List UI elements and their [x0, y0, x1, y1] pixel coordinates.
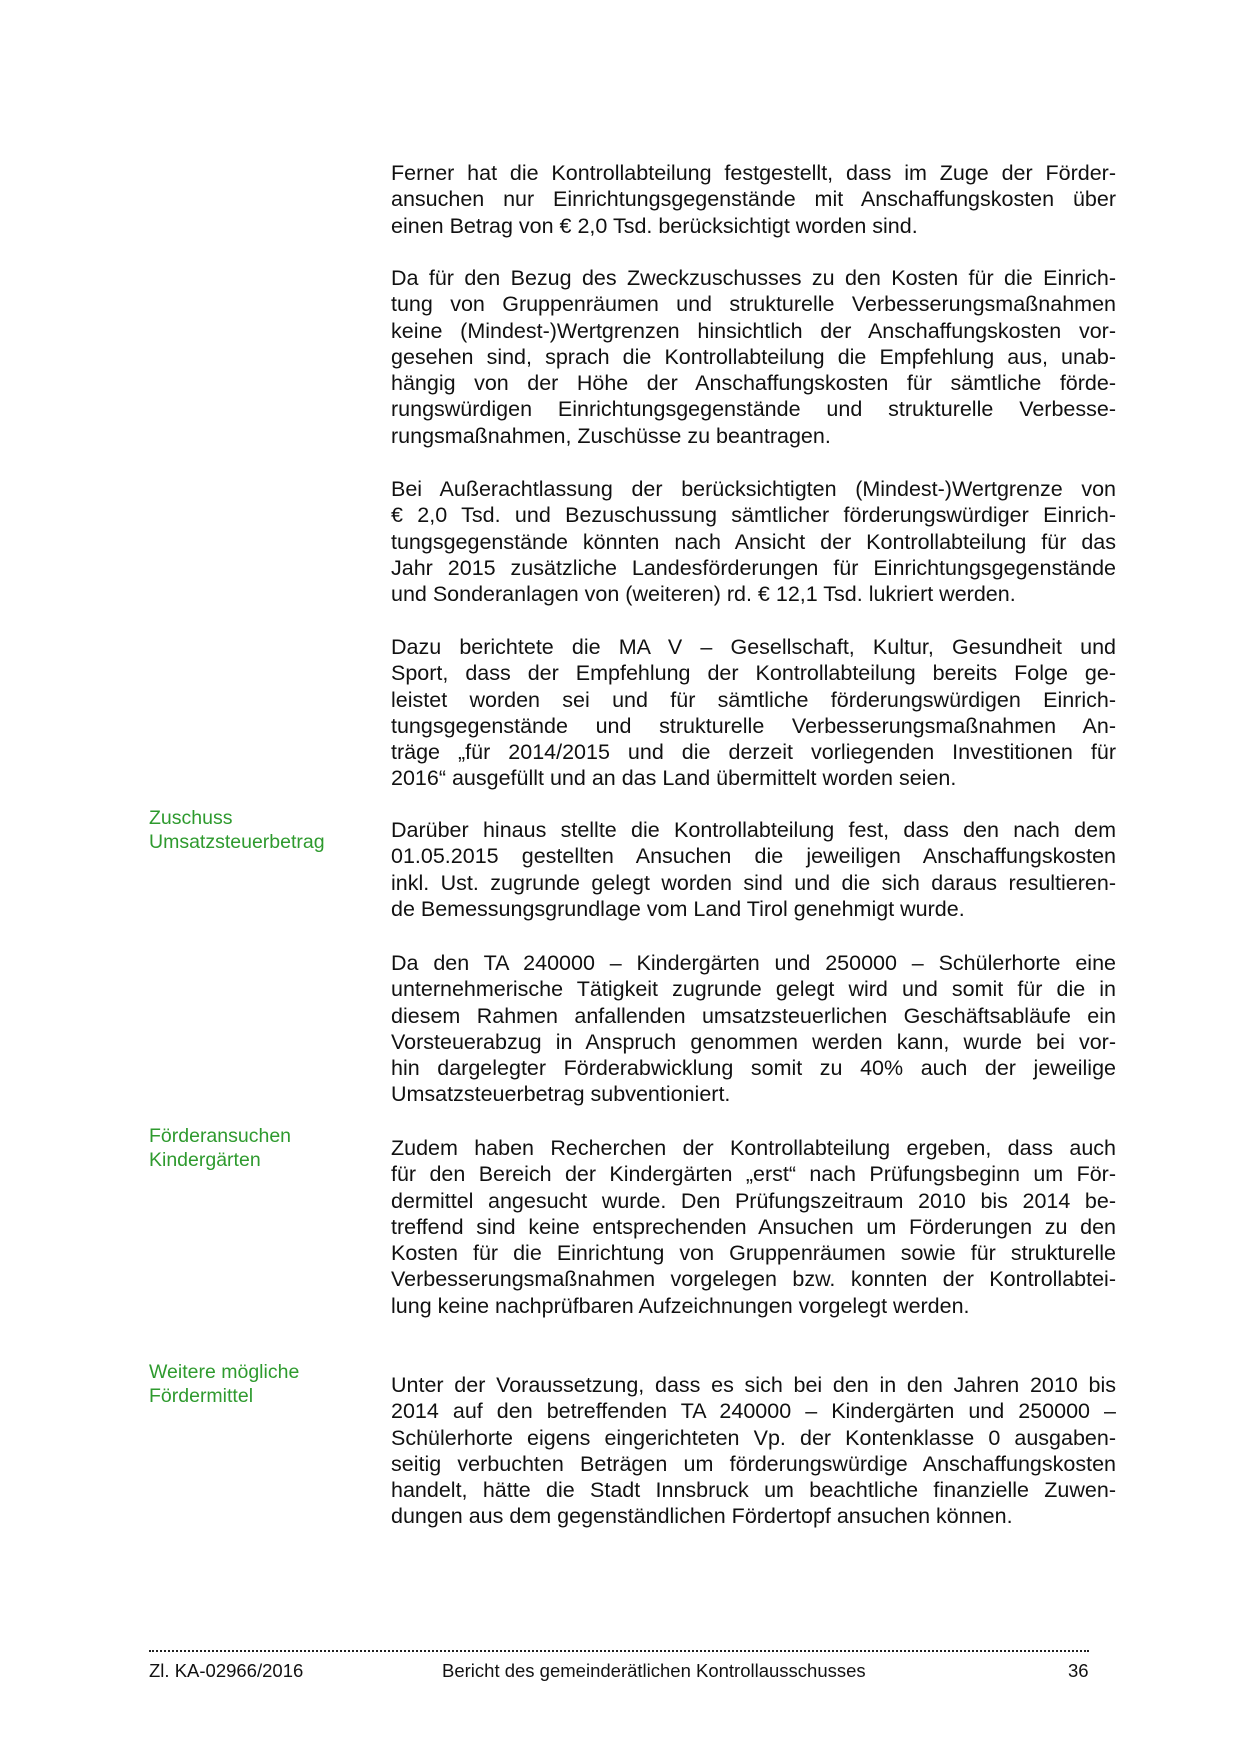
text-line: dungen aus dem gegenständlichen Fördertopf ansuchen können.	[391, 1504, 1013, 1529]
text-line: hängig von der Höhe der Anschaffungskosten für sämtliche förde-	[391, 371, 1116, 396]
text-line: Zudem haben Recherchen der Kontrollabteilung ergeben, dass auch	[391, 1136, 1116, 1160]
text-line: de Bemessungsgrundlage vom Land Tirol genehmigt wurde.	[391, 896, 965, 921]
body-paragraph	[391, 265, 1116, 449]
margin-heading	[149, 1124, 369, 1172]
margin-heading-line: Weitere mögliche	[149, 1361, 300, 1383]
text-line: rungswürdigen Einrichtungsgegenstände und strukturelle Verbesse-	[391, 397, 1116, 422]
footer-divider	[149, 1640, 1089, 1652]
text-line: Bei Außerachtlassung der berücksichtigten (Mindest-)Wertgrenze von	[391, 477, 1116, 501]
text-line: ansuchen nur Einrichtungsgegenstände mit Anschaffungskosten über	[391, 187, 1116, 212]
text-line: Schülerhorte eigens eingerichteten Vp. der Kontenklasse 0 ausgaben-	[391, 1425, 1116, 1450]
text-line: 01.05.2015 gestellten Ansuchen die jeweiligen Anschaffungskosten	[391, 844, 1116, 869]
text-line: für den Bereich der Kindergärten „erst“ nach Prüfungsbeginn um För-	[391, 1162, 1116, 1187]
text-line: Verbesserungsmaßnahmen vorgelegen bzw. konnten der Kontrollabtei-	[391, 1267, 1116, 1292]
text-line: hin dargelegter Förderabwicklung somit zu 40% auch der jeweilige	[391, 1056, 1116, 1081]
text-line: Ferner hat die Kontrollabteilung festgestellt, dass im Zuge der Förder-	[391, 161, 1116, 185]
text-line: 2014 auf den betreffenden TA 240000 – Kindergärten und 250000 –	[391, 1399, 1116, 1424]
text-line: keine (Mindest-)Wertgrenzen hinsichtlich der Anschaffungskosten vor-	[391, 318, 1116, 343]
text-line: und Sonderanlagen von (weiteren) rd. € 12,1 Tsd. lukriert werden.	[391, 582, 1016, 607]
text-line: inkl. Ust. zugrunde gelegt worden sind und die sich daraus resultieren-	[391, 870, 1116, 895]
text-line: Vorsteuerabzug in Anspruch genommen werden kann, wurde bei vor-	[391, 1029, 1116, 1054]
margin-heading-line: Umsatzsteuerbetrag	[149, 831, 325, 853]
text-line: tung von Gruppenräumen und strukturelle Verbesserungsmaßnahmen	[391, 292, 1116, 317]
body-paragraph	[391, 817, 1116, 922]
text-line: € 2,0 Tsd. und Bezuschussung sämtlicher förderungswürdiger Einrich-	[391, 503, 1116, 528]
margin-heading	[149, 1360, 369, 1408]
margin-heading-line: Fördermittel	[149, 1385, 254, 1407]
text-line: Sport, dass der Empfehlung der Kontrollabteilung bereits Folge ge-	[391, 661, 1116, 686]
margin-heading-line: Zuschuss	[149, 807, 233, 829]
text-line: leistet worden sei und für sämtliche förderungswürdigen Einrich-	[391, 687, 1116, 712]
body-paragraph	[391, 1135, 1116, 1319]
text-line: Da für den Bezug des Zweckzuschusses zu den Kosten für die Einrich-	[391, 266, 1116, 290]
text-line: Da den TA 240000 – Kindergärten und 250000 – Schülerhorte eine	[391, 951, 1116, 975]
body-paragraph	[391, 634, 1116, 792]
text-line: Kosten für die Einrichtung von Gruppenräumen sowie für strukturelle	[391, 1241, 1116, 1266]
text-line: tungsgegenstände könnten nach Ansicht der Kontrollabteilung für das	[391, 529, 1116, 554]
text-line: lung keine nachprüfbaren Aufzeichnungen vorgelegt werden.	[391, 1293, 970, 1318]
text-line: 2016“ ausgefüllt und an das Land übermittelt worden seien.	[391, 766, 957, 791]
text-line: handelt, hätte die Stadt Innsbruck um beachtliche finanzielle Zuwen-	[391, 1478, 1116, 1503]
text-line: diesem Rahmen anfallenden umsatzsteuerlichen Geschäftsabläufe ein	[391, 1003, 1116, 1028]
text-line: Dazu berichtete die MA V – Gesellschaft, Kultur, Gesundheit und	[391, 635, 1116, 659]
text-line: Unter der Voraussetzung, dass es sich bei den in den Jahren 2010 bis	[391, 1373, 1116, 1397]
body-paragraph	[391, 160, 1116, 239]
text-line: einen Betrag von € 2,0 Tsd. berücksichtigt worden sind.	[391, 213, 918, 238]
footer-title: Bericht des gemeinderätlichen Kontrollausschusses	[442, 1660, 866, 1681]
text-line: treffend sind keine entsprechenden Ansuchen um Förderungen zu den	[391, 1214, 1116, 1239]
footer-reference: Zl. KA-02966/2016	[149, 1660, 304, 1681]
text-line: seitig verbuchten Beträgen um förderungswürdige Anschaffungskosten	[391, 1451, 1116, 1476]
text-line: rungsmaßnahmen, Zuschüsse zu beantragen.	[391, 423, 831, 448]
text-line: gesehen sind, sprach die Kontrollabteilung die Empfehlung aus, unab-	[391, 344, 1116, 369]
body-paragraph	[391, 476, 1116, 607]
margin-heading	[149, 806, 369, 854]
page-number: 36	[1068, 1660, 1089, 1681]
text-line: Jahr 2015 zusätzliche Landesförderungen für Einrichtungsgegenstände	[391, 555, 1116, 580]
text-line: unternehmerische Tätigkeit zugrunde gelegt wird und somit für die in	[391, 977, 1116, 1002]
margin-heading-line: Förderansuchen	[149, 1125, 292, 1147]
text-line: träge „für 2014/2015 und die derzeit vorliegenden Investitionen für	[391, 740, 1116, 765]
text-line: Umsatzsteuerbetrag subventioniert.	[391, 1082, 731, 1107]
body-paragraph	[391, 950, 1116, 1108]
text-line: tungsgegenstände und strukturelle Verbesserungsmaßnahmen An-	[391, 713, 1116, 738]
text-line: dermittel angesucht wurde. Den Prüfungszeitraum 2010 bis 2014 be-	[391, 1188, 1116, 1213]
body-paragraph	[391, 1372, 1116, 1530]
margin-heading-line: Kindergärten	[149, 1149, 261, 1171]
text-line: Darüber hinaus stellte die Kontrollabteilung fest, dass den nach dem	[391, 818, 1116, 842]
